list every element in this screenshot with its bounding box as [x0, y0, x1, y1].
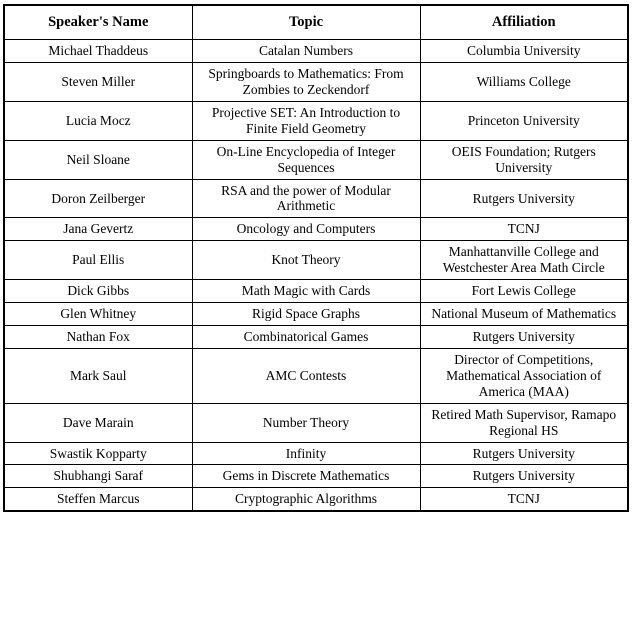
cell-topic: On-Line Encyclopedia of Integer Sequences: [192, 140, 420, 179]
table-body: [4, 40, 628, 512]
cell-speaker-name: Jana Gevertz: [4, 218, 192, 241]
table-row: [4, 488, 628, 511]
cell-topic: Oncology and Computers: [192, 218, 420, 241]
cell-speaker-name: Neil Sloane: [4, 140, 192, 179]
table-row: [4, 280, 628, 303]
cell-speaker-name: Nathan Fox: [4, 326, 192, 349]
cell-speaker-name: Steffen Marcus: [4, 488, 192, 511]
cell-speaker-name: Shubhangi Saraf: [4, 465, 192, 488]
cell-speaker-name: Dave Marain: [4, 403, 192, 442]
cell-speaker-name: Lucia Mocz: [4, 101, 192, 140]
cell-topic: Number Theory: [192, 403, 420, 442]
table-row: [4, 303, 628, 326]
cell-affiliation: Fort Lewis College: [420, 280, 628, 303]
cell-affiliation: Rutgers University: [420, 179, 628, 218]
cell-speaker-name: Steven Miller: [4, 63, 192, 102]
table-row: [4, 442, 628, 465]
table-row: [4, 40, 628, 63]
cell-speaker-name: Dick Gibbs: [4, 280, 192, 303]
cell-topic: Catalan Numbers: [192, 40, 420, 63]
table-header-row: [4, 5, 628, 40]
table-header: [4, 5, 628, 40]
column-header-speaker-name: Speaker's Name: [4, 5, 192, 40]
cell-speaker-name: Paul Ellis: [4, 241, 192, 280]
cell-affiliation: Rutgers University: [420, 326, 628, 349]
cell-topic: Gems in Discrete Mathematics: [192, 465, 420, 488]
cell-affiliation: TCNJ: [420, 218, 628, 241]
table-row: [4, 101, 628, 140]
cell-speaker-name: Doron Zeilberger: [4, 179, 192, 218]
cell-speaker-name: Glen Whitney: [4, 303, 192, 326]
cell-affiliation: Williams College: [420, 63, 628, 102]
cell-topic: Projective SET: An Introduction to Finite Field Geometry: [192, 101, 420, 140]
table-row: [4, 326, 628, 349]
table-row: [4, 348, 628, 403]
cell-topic: Knot Theory: [192, 241, 420, 280]
cell-topic: Springboards to Mathematics: From Zombies to Zeckendorf: [192, 63, 420, 102]
cell-topic: Combinatorical Games: [192, 326, 420, 349]
cell-affiliation: TCNJ: [420, 488, 628, 511]
table-row: [4, 179, 628, 218]
cell-affiliation: National Museum of Mathematics: [420, 303, 628, 326]
cell-topic: RSA and the power of Modular Arithmetic: [192, 179, 420, 218]
column-header-topic: Topic: [192, 5, 420, 40]
cell-affiliation: Director of Competitions, Mathematical Association of America (MAA): [420, 348, 628, 403]
speakers-table: [3, 4, 629, 512]
table-row: [4, 218, 628, 241]
cell-topic: Math Magic with Cards: [192, 280, 420, 303]
cell-affiliation: Retired Math Supervisor, Ramapo Regional HS: [420, 403, 628, 442]
table-row: [4, 465, 628, 488]
cell-topic: AMC Contests: [192, 348, 420, 403]
cell-affiliation: Princeton University: [420, 101, 628, 140]
table-row: [4, 63, 628, 102]
table-row: [4, 241, 628, 280]
table-row: [4, 403, 628, 442]
cell-affiliation: Rutgers University: [420, 465, 628, 488]
cell-topic: Rigid Space Graphs: [192, 303, 420, 326]
cell-speaker-name: Michael Thaddeus: [4, 40, 192, 63]
column-header-affiliation: Affiliation: [420, 5, 628, 40]
cell-topic: Infinity: [192, 442, 420, 465]
cell-topic: Cryptographic Algorithms: [192, 488, 420, 511]
cell-affiliation: OEIS Foundation; Rutgers University: [420, 140, 628, 179]
cell-affiliation: Manhattanville College and Westchester Area Math Circle: [420, 241, 628, 280]
cell-affiliation: Columbia University: [420, 40, 628, 63]
cell-affiliation: Rutgers University: [420, 442, 628, 465]
cell-speaker-name: Mark Saul: [4, 348, 192, 403]
table-row: [4, 140, 628, 179]
cell-speaker-name: Swastik Kopparty: [4, 442, 192, 465]
